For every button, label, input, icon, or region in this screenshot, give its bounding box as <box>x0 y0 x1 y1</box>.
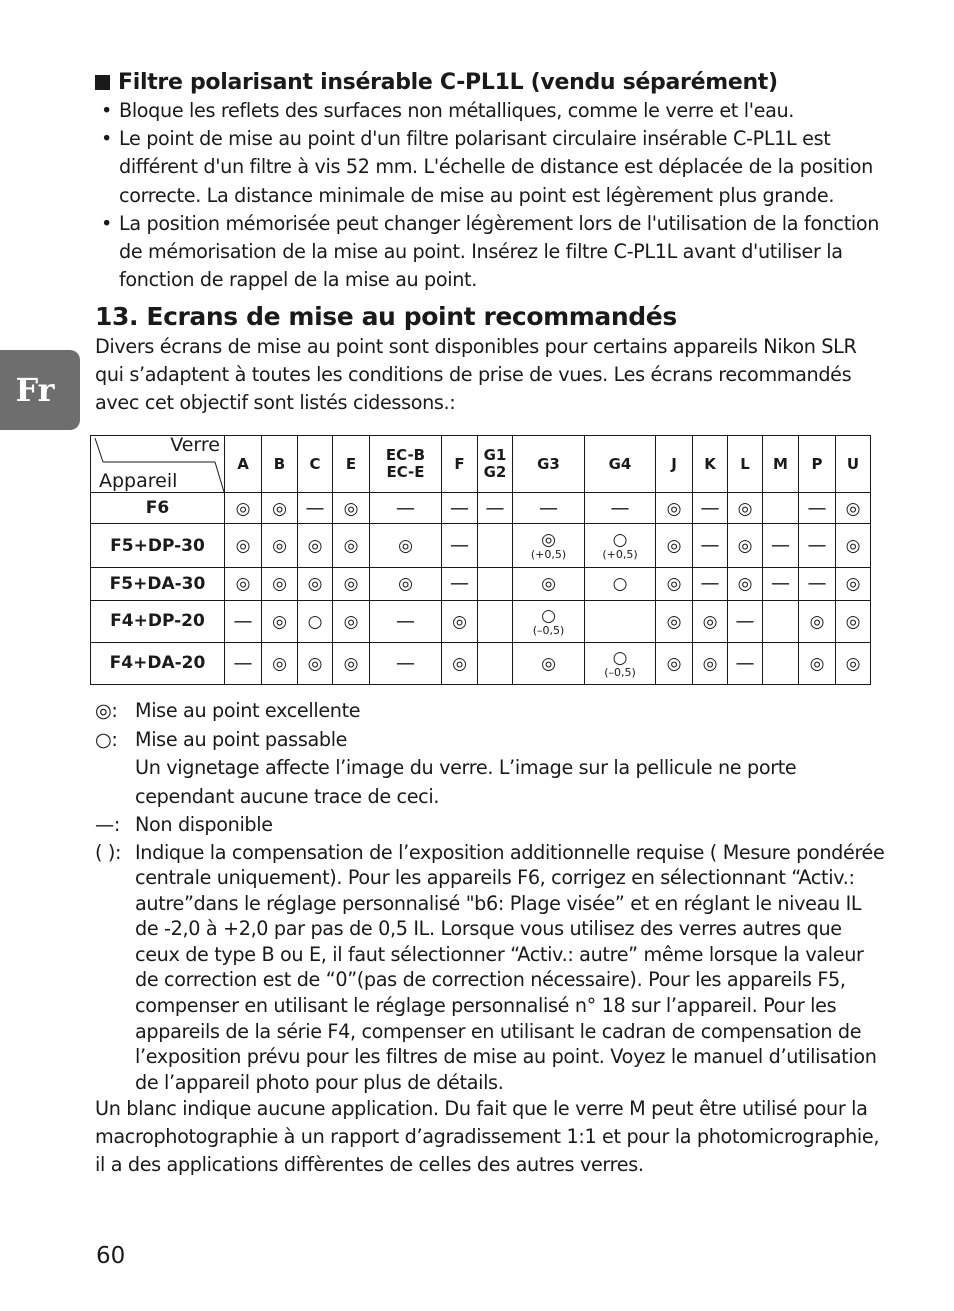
table-cell <box>225 524 262 568</box>
table-cell <box>513 600 585 642</box>
double-circle-icon: ◎ <box>809 653 825 674</box>
polarizer-bullet-list <box>95 97 885 294</box>
double-circle-icon: ◎ <box>343 536 359 557</box>
table-cell <box>585 493 656 524</box>
dash-icon: — <box>700 496 720 519</box>
section-13-intro: Divers écrans de mise au point sont disponibles pour certains appareils Nikon SLR qui s’adaptent à toutes les conditions de prise de vues. Les écrans recommandés avec cet objectif sont listés cidessons.: <box>95 335 857 415</box>
table-cell <box>225 642 262 684</box>
dash-icon: — <box>396 609 415 632</box>
table-cell <box>442 524 478 568</box>
dash-icon: — <box>539 496 558 519</box>
legend-item-passable: ○: Mise au point passable Un vignetage affecte l’image du verre. L’image sur la pellicule ne porte cependant aucune trace de ceci. <box>95 727 797 808</box>
table-cell <box>693 600 728 642</box>
table-cell <box>298 600 333 642</box>
dash-icon: —: <box>95 813 120 836</box>
corner-label-camera: Appareil <box>99 470 178 492</box>
table-header-row <box>91 436 871 493</box>
legend <box>95 697 885 1199</box>
double-circle-icon: ◎: <box>95 699 118 722</box>
column-header: M <box>763 436 799 493</box>
row-header-camera: F5+DP-30 <box>91 524 225 568</box>
double-circle-icon: ◎ <box>307 653 323 674</box>
table-cell <box>799 493 836 524</box>
double-circle-icon: ◎ <box>343 611 359 632</box>
double-circle-icon: ◎ <box>452 653 467 674</box>
table-cell <box>728 600 763 642</box>
table-cell <box>442 600 478 642</box>
column-header: G3 <box>513 436 585 493</box>
table-cell <box>298 568 333 600</box>
table-cell <box>225 493 262 524</box>
circle-icon: ○ <box>541 605 556 626</box>
bullet-icon: • <box>101 127 112 151</box>
list-item: • La position mémorisée peut changer légèrement lors de l'utilisation de la fonction de mémorisation de la mise au point. Insérez le filtre C-PL1L avant d'utiliser la fonction de rappel de la mise au point. <box>101 211 880 292</box>
main-content <box>95 70 885 417</box>
dash-icon: — <box>233 651 253 674</box>
double-circle-icon: ◎ <box>541 574 556 595</box>
dash-icon: — <box>233 609 253 632</box>
table-row <box>91 642 871 684</box>
column-header: K <box>693 436 728 493</box>
table-cell <box>370 524 442 568</box>
double-circle-icon: ◎ <box>272 611 287 632</box>
dash-icon: — <box>610 496 630 519</box>
table-cell <box>478 493 513 524</box>
table-cell <box>763 600 799 642</box>
column-header: A <box>225 436 262 493</box>
double-circle-icon: ◎ <box>845 611 861 632</box>
dash-icon: — <box>735 609 755 632</box>
double-circle-icon: ◎ <box>541 530 556 551</box>
dash-icon: — <box>700 572 720 595</box>
closing-note: Un blanc indique aucune application. Du fait que le verre M peut être utilisé pour la macrophotographie à un rapport d’agradissement 1:1 et pour la photomicrographie, il a des applications diffèrentes de celles des autres verres. <box>95 1097 880 1177</box>
dash-icon: — <box>771 534 790 557</box>
table-cell <box>763 568 799 600</box>
double-circle-icon: ◎ <box>737 498 753 519</box>
dash-icon: — <box>485 496 505 519</box>
circle-icon: ○ <box>307 611 323 632</box>
column-header: L <box>728 436 763 493</box>
corner-label-screen: Verre <box>170 434 220 456</box>
table-cell <box>478 600 513 642</box>
column-header: J <box>656 436 693 493</box>
table-row <box>91 524 871 568</box>
table-cell <box>585 642 656 684</box>
section-polarizer <box>95 70 885 95</box>
section-polarizer-title: Filtre polarisant insérable C-PL1L (vendu séparément) <box>118 70 778 95</box>
column-header: P <box>799 436 836 493</box>
double-circle-icon: ◎ <box>235 536 251 557</box>
double-circle-icon: ◎ <box>809 611 825 632</box>
table-cell <box>799 600 836 642</box>
table-cell <box>478 524 513 568</box>
dash-icon: — <box>807 572 827 595</box>
double-circle-icon: ◎ <box>737 574 753 595</box>
double-circle-icon: ◎ <box>845 498 861 519</box>
list-item: • Le point de mise au point d'un filtre polarisant circulaire insérable C-PL1L est différent d'un filtre à vis 52 mm. L'échelle de distance est déplacée de la position correcte. La distance minimale de mise au point est légèrement plus grande. <box>101 127 873 207</box>
double-circle-icon: ◎ <box>272 498 287 519</box>
table-cell <box>728 524 763 568</box>
table-cell <box>656 642 693 684</box>
double-circle-icon: ◎ <box>666 653 682 674</box>
table-cell <box>836 493 871 524</box>
double-circle-icon: ◎ <box>541 653 556 674</box>
circle-icon: ○ <box>612 530 628 551</box>
double-circle-icon: ◎ <box>702 611 718 632</box>
table-cell <box>478 568 513 600</box>
table-cell <box>513 642 585 684</box>
double-circle-icon: ◎ <box>235 574 251 595</box>
circle-icon: ○ <box>612 574 628 595</box>
compensation-note: (+0,5) <box>530 548 567 562</box>
compensation-note: (+0,5) <box>602 548 638 562</box>
table-cell <box>656 493 693 524</box>
parentheses-icon: ( ): <box>95 840 122 864</box>
focusing-screen-table <box>90 435 871 685</box>
table-cell <box>763 642 799 684</box>
table-cell <box>298 642 333 684</box>
table-cell <box>693 524 728 568</box>
table-cell <box>693 568 728 600</box>
table-row <box>91 600 871 642</box>
row-header-camera: F6 <box>91 493 225 524</box>
compensation-note: (–0,5) <box>604 665 636 679</box>
column-header: G4 <box>585 436 656 493</box>
bullet-icon: • <box>101 99 112 122</box>
double-circle-icon: ◎ <box>845 574 861 595</box>
table-cell <box>656 524 693 568</box>
table-cell <box>370 493 442 524</box>
bullet-icon: • <box>101 211 112 235</box>
table-cell <box>693 642 728 684</box>
double-circle-icon: ◎ <box>307 536 323 557</box>
table-cell <box>799 568 836 600</box>
double-circle-icon: ◎ <box>666 611 682 632</box>
table-cell <box>656 600 693 642</box>
dash-icon: — <box>396 496 415 519</box>
dash-icon: — <box>735 651 755 674</box>
table-cell <box>370 568 442 600</box>
table-cell <box>728 568 763 600</box>
table-cell <box>333 642 370 684</box>
column-header: U <box>836 436 871 493</box>
table-cell <box>262 568 298 600</box>
double-circle-icon: ◎ <box>398 536 413 557</box>
table-cell <box>370 642 442 684</box>
table-cell <box>513 568 585 600</box>
table-cell <box>836 524 871 568</box>
table-cell <box>513 493 585 524</box>
legend-item-not-available: —: Non disponible <box>95 811 885 840</box>
table-cell <box>298 493 333 524</box>
table-row <box>91 568 871 600</box>
column-header: F <box>442 436 478 493</box>
double-circle-icon: ◎ <box>702 653 718 674</box>
double-circle-icon: ◎ <box>845 536 861 557</box>
compensation-note: (–0,5) <box>532 623 565 637</box>
dash-icon: — <box>450 496 469 519</box>
table-cell <box>763 493 799 524</box>
double-circle-icon: ◎ <box>452 611 467 632</box>
table-cell <box>836 568 871 600</box>
row-header-camera: F4+DP-20 <box>91 600 225 642</box>
circle-icon: ○: <box>95 727 118 751</box>
table-cell <box>836 642 871 684</box>
table-cell <box>763 524 799 568</box>
dash-icon: — <box>807 496 827 519</box>
table-cell <box>262 642 298 684</box>
table-cell <box>728 493 763 524</box>
table-cell <box>333 524 370 568</box>
double-circle-icon: ◎ <box>666 498 682 519</box>
legend-passable-note: Un vignetage affecte l’image du verre. L’image sur la pellicule ne porte cependant aucune trace de ceci. <box>135 756 797 808</box>
column-header: G1 G2 <box>478 436 513 493</box>
table-cell <box>225 568 262 600</box>
double-circle-icon: ◎ <box>737 536 753 557</box>
dash-icon: — <box>396 651 415 674</box>
table-corner-cell <box>91 436 225 493</box>
table-cell <box>585 600 656 642</box>
table-cell <box>225 600 262 642</box>
double-circle-icon: ◎ <box>398 574 413 595</box>
column-header: B <box>262 436 298 493</box>
column-header: EC-B EC-E <box>370 436 442 493</box>
table-cell <box>585 568 656 600</box>
language-tab: Fr <box>0 350 80 430</box>
double-circle-icon: ◎ <box>666 574 682 595</box>
table-cell <box>333 568 370 600</box>
list-item: • Bloque les reflets des surfaces non métalliques, comme le verre et l'eau. <box>95 97 885 125</box>
table-cell <box>728 642 763 684</box>
table-row <box>91 493 871 524</box>
dash-icon: — <box>700 534 720 557</box>
double-circle-icon: ◎ <box>272 574 287 595</box>
page-number: 60 <box>96 1243 126 1269</box>
table-cell <box>836 600 871 642</box>
table-cell <box>585 524 656 568</box>
table-cell <box>370 600 442 642</box>
row-header-camera: F4+DA-20 <box>91 642 225 684</box>
double-circle-icon: ◎ <box>272 653 287 674</box>
legend-item-compensation: ( ): Indique la compensation de l’exposition additionnelle requise ( Mesure pondérée centrale uniquement). Pour les appareils F6, corrigez en sélectionnant “Activ.: autre”dans le réglage personnalisé "b6: Plage visée” et en réglant le niveau IL de -2,0 à +2,0 par pas de 0,5 IL. Lorsque vous utilisez des verres autres que ceux de type B ou E, il faut sélectionner “Activ.: autre” même lorsque la valeur de correction est de “0”(pas de correction nécessaire). Pour les appareils F5, compenser en utilisant le réglage personnalisé n° 18 sur l’appareil. Pour les appareils de la série F4, compenser en utilisant le cadran de compensation de l’exposition prévu pour les filtres de mise au point. Voyez le manuel d’utilisation de l’appareil photo pour plus de détails. <box>95 840 885 1094</box>
square-bullet-icon <box>95 75 110 90</box>
double-circle-icon: ◎ <box>343 574 359 595</box>
table-cell <box>262 600 298 642</box>
table-cell <box>262 524 298 568</box>
double-circle-icon: ◎ <box>845 653 861 674</box>
double-circle-icon: ◎ <box>272 536 287 557</box>
column-header: C <box>298 436 333 493</box>
table-cell <box>442 493 478 524</box>
circle-icon: ○ <box>612 647 628 668</box>
double-circle-icon: ◎ <box>343 498 359 519</box>
table-cell <box>333 493 370 524</box>
table-cell <box>298 524 333 568</box>
dash-icon: — <box>305 496 325 519</box>
dash-icon: — <box>771 572 790 595</box>
table-cell <box>262 493 298 524</box>
dash-icon: — <box>807 534 827 557</box>
table-cell <box>442 568 478 600</box>
table-cell <box>478 642 513 684</box>
double-circle-icon: ◎ <box>235 498 251 519</box>
double-circle-icon: ◎ <box>666 536 682 557</box>
double-circle-icon: ◎ <box>307 574 323 595</box>
double-circle-icon: ◎ <box>343 653 359 674</box>
dash-icon: — <box>450 572 469 595</box>
table-cell <box>513 524 585 568</box>
dash-icon: — <box>450 534 469 557</box>
table-cell <box>442 642 478 684</box>
column-header: E <box>333 436 370 493</box>
table-cell <box>799 524 836 568</box>
section-13-title: 13. Ecrans de mise au point recommandés <box>95 302 677 332</box>
legend-item-excellent: ◎: Mise au point excellente <box>95 697 885 726</box>
table-cell <box>333 600 370 642</box>
table-cell <box>799 642 836 684</box>
row-header-camera: F5+DA-30 <box>91 568 225 600</box>
table-cell <box>656 568 693 600</box>
table-cell <box>693 493 728 524</box>
